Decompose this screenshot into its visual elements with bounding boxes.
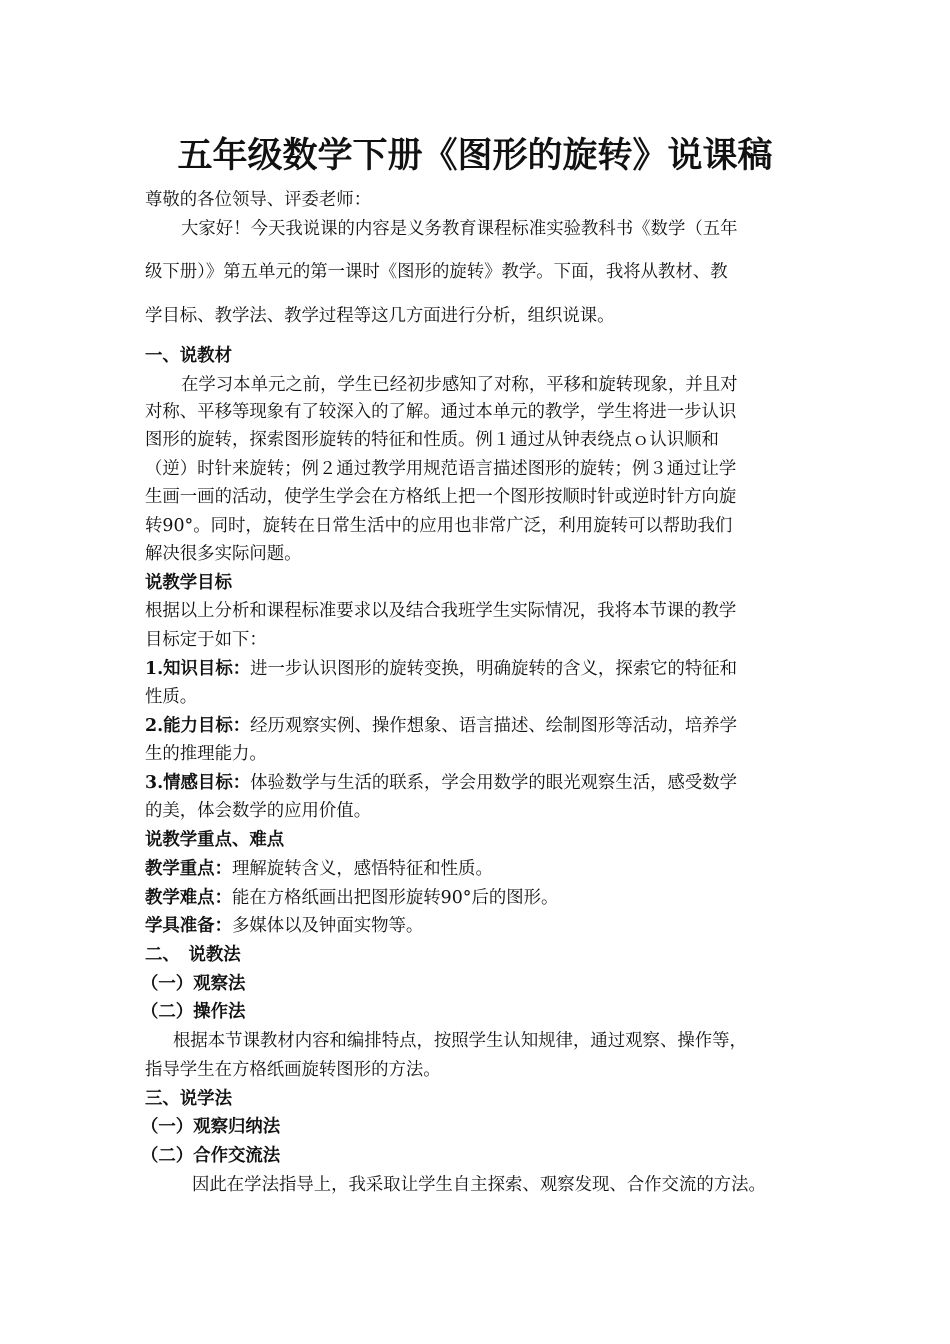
method-operation: （二）操作法 [141,1002,246,1022]
learning-method-1: （一）观察归纳法 [141,1117,281,1137]
section2-line-2: 指导学生在方格纸画旋转图形的方法。 [145,1060,441,1080]
greeting-line: 尊敬的各位领导、评委老师： [145,190,372,210]
goals-line-1: 根据以上分析和课程标准要求以及结合我班学生实际情况，我将本节课的教学 [145,601,737,621]
goal-emotion [145,769,737,797]
section2-heading: 二、 说教法 [145,945,241,965]
goal-ability-text: 经历观察实例、操作想象、语言描述、绘制图形等活动，培养学 [250,716,738,736]
teaching-focus-label: 教学重点： [145,859,232,879]
section1-line-2: 对称、平移等现象有了较深入的了解。通过本单元的教学，学生将进一步认识 [145,402,737,422]
goal-knowledge-cont: 性质。 [145,687,198,707]
teaching-focus [145,855,493,883]
teaching-difficulty [145,884,558,912]
teaching-difficulty-text: 能在方格纸画出把图形旋转90°后的图形。 [231,888,559,908]
learning-method-2: （二）合作交流法 [141,1146,281,1166]
goal-ability-cont: 生的推理能力。 [145,744,267,764]
intro-line-2: 级下册）》第五单元的第一课时《图形的旋转》教学。下面，我将从教材、教 [145,262,728,282]
intro-line-1: 大家好！今天我说课的内容是义务教育课程标准实验教科书《数学（五年 [181,219,738,239]
materials-label: 学具准备： [145,916,232,936]
section1-heading: 一、说教材 [145,346,232,366]
teaching-focus-text: 理解旋转含义，感悟特征和性质。 [231,859,493,879]
intro-line-3: 学目标、教学法、教学过程等这几方面进行分析，组织说课。 [145,306,615,326]
goal-emotion-text: 体验数学与生活的联系，学会用数学的眼光观察生活，感受数学 [250,773,738,793]
section2-line-1: 根据本节课教材内容和编排特点，按照学生认知规律，通过观察、操作等， [173,1031,747,1051]
goal-ability-label: 2.能力目标： [145,716,251,736]
section3-line: 因此在学法指导上，我采取让学生自主探索、观察发现、合作交流的方法。 [192,1175,766,1195]
goal-emotion-label: 3.情感目标： [145,773,251,793]
goal-knowledge-label: 1.知识目标： [145,659,251,679]
section1-line-7: 解决很多实际问题。 [145,544,302,564]
materials [145,912,423,940]
goal-ability [145,712,737,740]
goal-knowledge [145,655,737,683]
method-observation: （一）观察法 [141,974,246,994]
teaching-difficulty-label: 教学难点： [145,888,232,908]
keypoints-heading: 说教学重点、难点 [145,830,285,850]
goal-emotion-cont: 的美，体会数学的应用价值。 [145,801,372,821]
section1-line-5: 生画一画的活动，使学生学会在方格纸上把一个图形按顺时针或逆时针方向旋 [145,487,737,507]
section3-heading: 三、说学法 [145,1089,232,1109]
section1-line-4: （逆）时针来旋转；例２通过教学用规范语言描述图形的旋转；例３通过让学 [145,459,737,479]
section1-line-3: 图形的旋转，探索图形旋转的特征和性质。例１通过从钟表绕点ｏ认识顺和 [145,430,719,450]
materials-text: 多媒体以及钟面实物等。 [231,916,424,936]
goals-line-2: 目标定于如下： [145,630,267,650]
section1-line-1: 在学习本单元之前，学生已经初步感知了对称，平移和旋转现象，并且对 [181,375,738,395]
goal-knowledge-text: 进一步认识图形的旋转变换，明确旋转的含义，探索它的特征和 [250,659,738,679]
goals-heading: 说教学目标 [145,573,232,593]
section1-line-6: 转90°。同时，旋转在日常生活中的应用也非常广泛，利用旋转可以帮助我们 [145,516,733,536]
document-title: 五年级数学下册《图形的旋转》说课稿 [177,135,773,176]
